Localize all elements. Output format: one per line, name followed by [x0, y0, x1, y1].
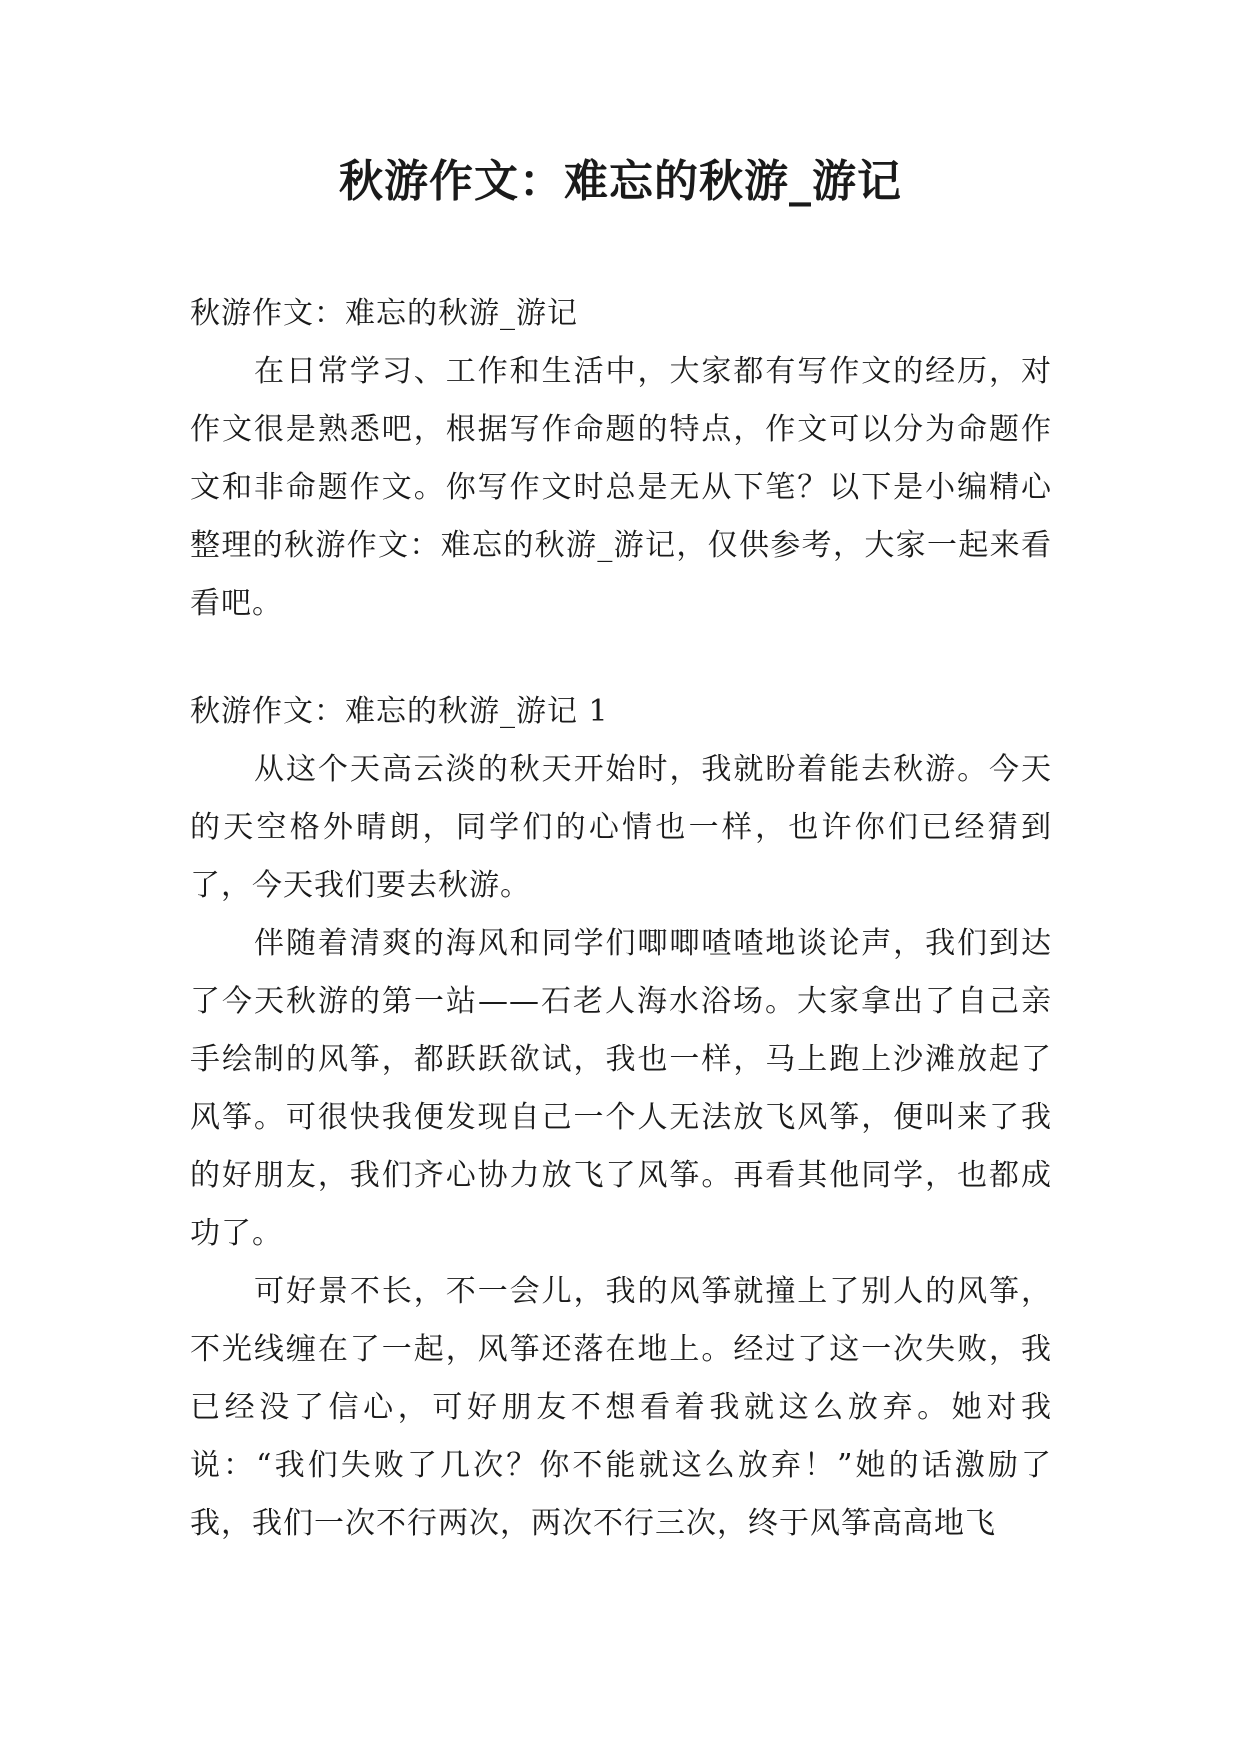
- document-body: [190, 285, 1052, 1553]
- intro-heading: 秋游作文：难忘的秋游_游记: [190, 296, 578, 331]
- body-paragraph: 可好景不长，不一会儿，我的风筝就撞上了别人的风筝，不光线缠在了一起，风筝还落在地上。经过了这一次失败，我已经没了信心，可好朋友不想看着我就这么放弃。她对我说：“我们失败了几次？你不能就这么放弃！”她的话激励了我，我们一次不行两次，两次不行三次，终于风筝高高地飞: [190, 1274, 1052, 1541]
- section-heading: 秋游作文：难忘的秋游_游记 1: [190, 694, 609, 729]
- body-paragraph: 从这个天高云淡的秋天开始时，我就盼着能去秋游。今天的天空格外晴朗，同学们的心情也一样，也许你们已经猜到了，今天我们要去秋游。: [190, 752, 1052, 903]
- intro-paragraph: 在日常学习、工作和生活中，大家都有写作文的经历，对作文很是熟悉吧，根据写作命题的特点，作文可以分为命题作文和非命题作文。你写作文时总是无从下笔？以下是小编精心整理的秋游作文：难忘的秋游_游记，仅供参考，大家一起来看看吧。: [190, 354, 1052, 621]
- section-spacer: [190, 633, 1052, 683]
- document-title: 秋游作文：难忘的秋游_游记: [339, 156, 902, 207]
- body-paragraph: 伴随着清爽的海风和同学们唧唧喳喳地谈论声，我们到达了今天秋游的第一站——石老人海水浴场。大家拿出了自己亲手绘制的风筝，都跃跃欲试，我也一样，马上跑上沙滩放起了风筝。可很快我便发现自己一个人无法放飞风筝，便叫来了我的好朋友，我们齐心协力放飞了风筝。再看其他同学，也都成功了。: [190, 926, 1052, 1251]
